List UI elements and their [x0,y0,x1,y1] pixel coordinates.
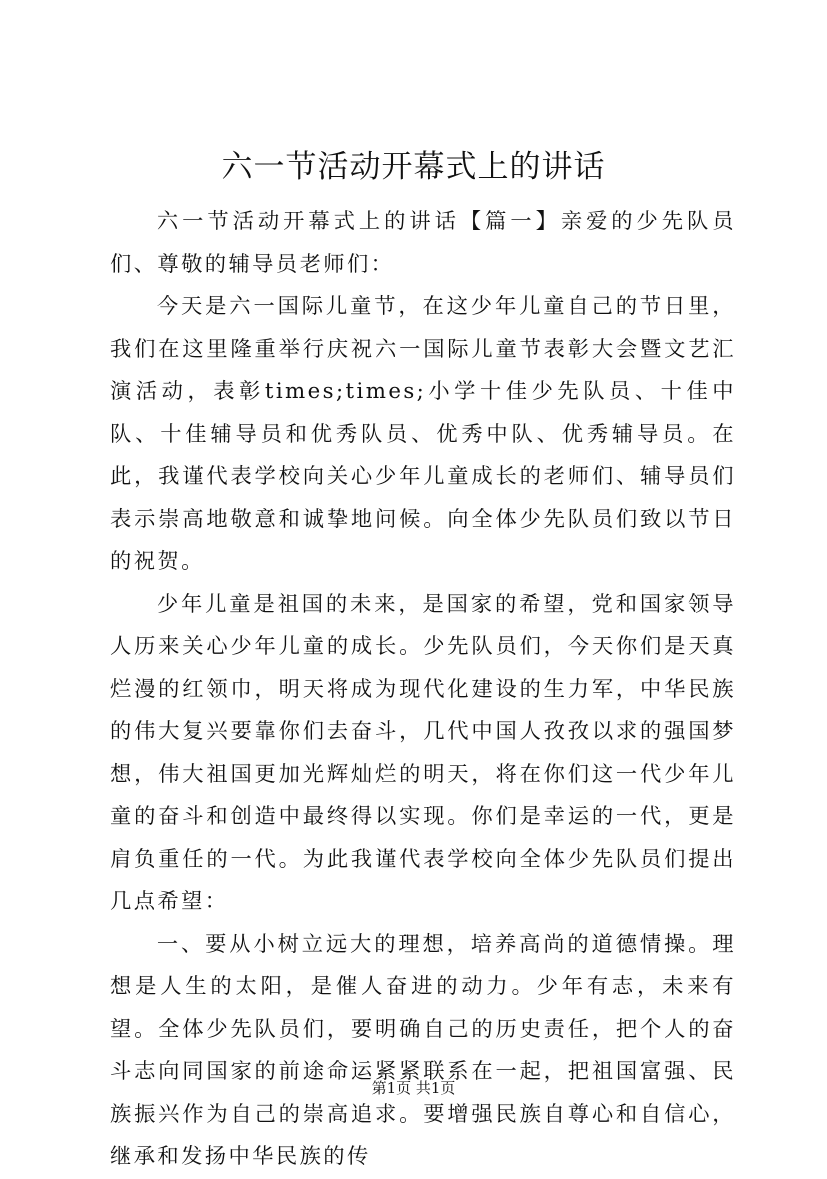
paragraph-2: 今天是六一国际儿童节，在这少年儿童自己的节日里，我们在这里隆重举行庆祝六一国际儿童节表彰大会暨文艺汇演活动，表彰times;times;小学十佳少先队员、十佳中队、十佳辅导员和优秀队员、优秀中队、优秀辅导员。在此，我谨代表学校向关心少年儿童成长的老师们、辅导员们表示崇高地敬意和诚挚地问候。向全体少先队员们致以节日的祝贺。 [110,294,736,574]
paragraph-3: 少年儿童是祖国的未来，是国家的希望，党和国家领导人历来关心少年儿童的成长。少先队员们，今天你们是天真烂漫的红领巾，明天将成为现代化建设的生力军，中华民族的伟大复兴要靠你们去奋斗，几代中国人孜孜以求的强国梦想，伟大祖国更加光辉灿烂的明天，将在你们这一代少年儿童的奋斗和创造中最终得以实现。你们是幸运的一代，更是肩负重任的一代。为此我谨代表学校向全体少先队员们提出几点希望： [110,591,736,914]
document-title: 六一节活动开幕式上的讲话 [221,149,606,185]
paragraph-4: 一、要从小树立远大的理想，培养高尚的道德情操。理想是人生的太阳，是催人奋进的动力。少年有志，未来有望。全体少先队员们，要明确自己的历史责任，把个人的奋斗志向同国家的前途命运紧紧联系在一起，把祖国富强、民族振兴作为自己的崇高追求。要增强民族自尊心和自信心，继承和发扬中华民族的传 [110,931,736,1169]
page-footer: 第1页 共1页 [371,1079,456,1097]
paragraph-1: 六一节活动开幕式上的讲话【篇一】亲爱的少先队员们、尊敬的辅导员老师们： [110,209,736,277]
document-body [110,201,736,1179]
